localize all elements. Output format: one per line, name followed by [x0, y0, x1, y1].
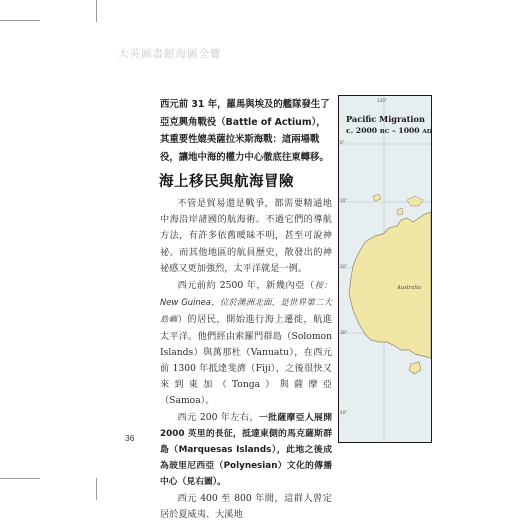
map-subtitle-ad: AD	[422, 129, 432, 135]
paragraph-3	[160, 410, 332, 491]
page-number: 36	[125, 433, 135, 443]
body-text	[160, 196, 332, 523]
map-subtitle-mid: – 1000	[389, 126, 423, 135]
paragraph-3-part-1: 西元 200 年左右，	[177, 411, 259, 423]
degree-label: 120°	[377, 98, 388, 103]
map-subtitle-prefix: c. 2000	[346, 126, 380, 135]
degree-label: 40°	[340, 410, 348, 415]
paragraph-2-part-2: ）的居民，開始進行海上遷徙，航進太平洋。他們經由索羅門群島（Solomon Islands）與萬那杜（Vanuatu），在西元前 1300 年抵達斐濟（Fiji），之後很快又來到東加（Tonga）與薩摩亞（Samoa）。	[160, 314, 333, 407]
map-subtitle-bc: BC	[379, 129, 390, 135]
paragraph-4: 西元 400 至 800 年間，這群人曾定居於夏威夷、大溪地	[160, 492, 332, 520]
paragraph-2	[160, 277, 332, 410]
paragraph-2-part-1: 西元前約 2500 年，新幾內亞（	[177, 280, 315, 292]
lead-paragraph	[160, 96, 332, 166]
map-subtitle	[346, 126, 432, 135]
section-title: 海上移民與航海冒險	[159, 173, 294, 190]
lead-paragraph-text: 西元前 31 年，羅馬與埃及的艦隊發生了亞克興角戰役（Battle of Actium），其重要性媲美薩拉米斯海戰：這兩場戰役，讓地中海的權力中心徹底往東轉移。	[160, 99, 330, 163]
degree-label: 20°	[340, 264, 348, 269]
australia-label: Australia	[397, 285, 421, 291]
translator-note: 按：New Guinea，位於澳洲北面，是世界第二大島嶼	[160, 280, 332, 325]
degree-label: 30°	[340, 330, 348, 335]
pacific-migration-map	[338, 95, 432, 443]
map-title: Pacific Migration	[346, 114, 425, 124]
crop-mark	[96, 0, 97, 22]
crop-mark	[0, 478, 40, 479]
map-graphic	[339, 96, 431, 442]
degree-label: 0°	[340, 140, 345, 145]
paragraph-1: 不管是貿易還是戰爭，都需要精通地中海沿岸諸國的航海術。不過它們的導航方法，有許多依舊曖昧不明，甚至可說神祕。而其他地區的航員歷史，散發出的神祕感又更加強烈，太平洋就是一例。	[160, 198, 332, 274]
crop-mark	[0, 20, 40, 21]
paragraph-3-highlight: 一批薩摩亞人展開 2000 英里的長征，抵達東側的馬克薩斯群島（Marquesas Islands），此地之後成為玻里尼西亞（Polynesian）文化的傳播中心（見右圖）。	[160, 412, 332, 488]
degree-label: 10°	[340, 198, 348, 203]
crop-mark	[96, 478, 97, 500]
running-header: 大英圖書館海圖全覽	[118, 48, 222, 60]
